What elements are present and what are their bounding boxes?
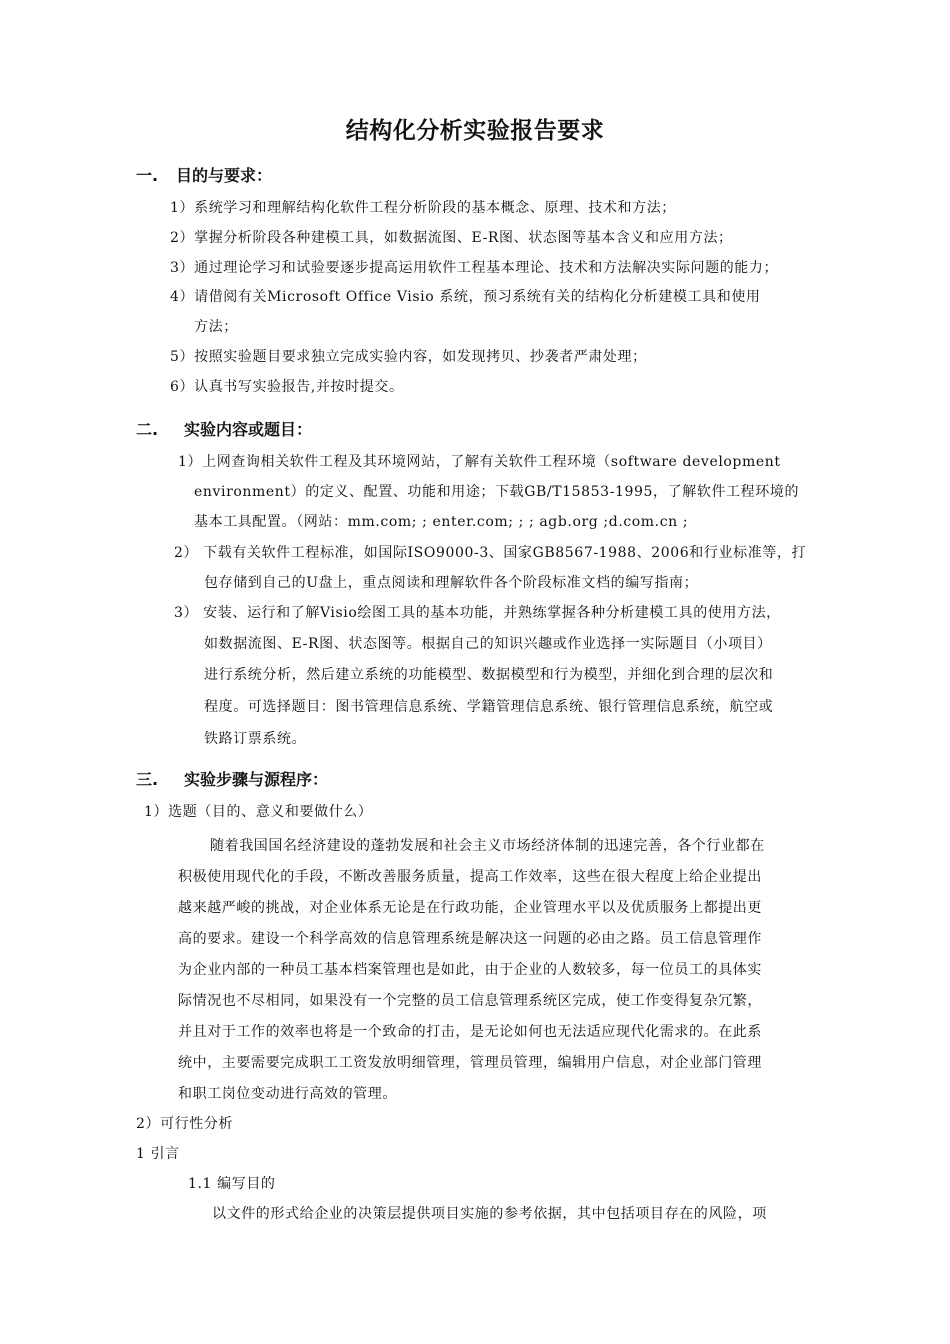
paragraph-line: 2）掌握分析阶段各种建模工具，如数据流图、E-R图、状态图等基本含义和应用方法； [170, 230, 733, 246]
section-number: 三. [136, 770, 159, 789]
paragraph-line: 2） 下载有关软件工程标准，如国际ISO9000-3、国家GB8567-1988、2006和行业标准等，打 [174, 545, 807, 561]
paragraph-line: environment）的定义、配置、功能和用途；下载GB/T15853-1995，了解软件工程环境的 [194, 484, 800, 500]
paragraph-line: 进行系统分析，然后建立系统的功能模型、数据模型和行为模型，并细化到合理的层次和 [204, 667, 774, 683]
paragraph-line: 3） 安装、运行和了解Visio绘图工具的基本功能，并熟练掌握各种分析建模工具的使用方法， [174, 605, 781, 621]
paragraph-line: 1）上网查询相关软件工程及其环境网站，了解有关软件工程环境（software development [178, 454, 781, 470]
section-number: 一. [136, 166, 159, 185]
paragraph-line: 随着我国国名经济建设的蓬勃发展和社会主义市场经济体制的迅速完善，各个行业都在 [210, 838, 765, 854]
paragraph-line: 际情况也不尽相同，如果没有一个完整的员工信息管理系统区完成，使工作变得复杂冗繁， [178, 993, 762, 1009]
section-heading-2 [136, 417, 312, 440]
paragraph-line: 基本工具配置。（网站：mm.com; ; enter.com; ; ; agb.org ;d.com.cn ; [194, 514, 689, 530]
subsection-label: 1.1 编写目的 [188, 1176, 276, 1192]
paragraph-line: 3）通过理论学习和试验要逐步提高运用软件工程基本理论、技术和方法解决实际问题的能力； [170, 260, 779, 276]
paragraph-line: 1）系统学习和理解结构化软件工程分析阶段的基本概念、原理、技术和方法； [170, 200, 676, 216]
paragraph-line: 为企业内部的一种员工基本档案管理也是如此，由于企业的人数较多，每一位员工的具体实 [178, 962, 762, 978]
section-title: 目的与要求： [176, 166, 273, 185]
paragraph-line: 如数据流图、E-R图、状态图等。根据自己的知识兴趣或作业选择一实际题目（小项目） [204, 636, 772, 652]
page-title: 结构化分析实验报告要求 [345, 118, 605, 144]
section-title: 实验步骤与源程序： [184, 770, 329, 789]
paragraph-line: 程度。可选择题目：图书管理信息系统、学籍管理信息系统、银行管理信息系统，航空或 [204, 699, 774, 715]
section-heading-3 [136, 767, 328, 790]
section-heading-1 [136, 163, 272, 186]
paragraph-line: 以文件的形式给企业的决策层提供项目实施的参考依据，其中包括项目存在的风险，项 [212, 1206, 767, 1222]
paragraph-line: 积极使用现代化的手段，不断改善服务质量，提高工作效率，这些在很大程度上给企业提出 [178, 869, 762, 885]
paragraph-line: 高的要求。建设一个科学高效的信息管理系统是解决这一问题的必由之路。员工信息管理作 [178, 931, 762, 947]
subsection-label: 1）选题（目的、意义和要做什么） [144, 804, 373, 820]
paragraph-line: 和职工岗位变动进行高效的管理。 [178, 1086, 397, 1102]
paragraph-line: 方法； [194, 319, 238, 335]
paragraph-line: 铁路订票系统。 [204, 731, 307, 747]
paragraph-line: 包存储到自己的U盘上，重点阅读和理解软件各个阶段标准文档的编写指南； [204, 575, 699, 591]
paragraph-line: 5）按照实验题目要求独立完成实验内容，如发现拷贝、抄袭者严肃处理； [170, 349, 647, 365]
paragraph-line: 统中，主要需要完成职工工资发放明细管理，管理员管理，编辑用户信息，对企业部门管理 [178, 1055, 762, 1071]
subsection-label: 1 引言 [136, 1146, 180, 1162]
paragraph-line: 越来越严峻的挑战，对企业体系无论是在行政功能，企业管理水平以及优质服务上都提出更 [178, 900, 762, 916]
paragraph-line: 6）认真书写实验报告,并按时提交。 [170, 379, 404, 395]
section-title: 实验内容或题目： [184, 420, 313, 439]
paragraph-line: 4）请借阅有关Microsoft Office Visio 系统，预习系统有关的结构化分析建模工具和使用 [170, 289, 761, 305]
section-number: 二. [136, 420, 159, 439]
subsection-label: 2）可行性分析 [136, 1116, 234, 1132]
paragraph-line: 并且对于工作的效率也将是一个致命的打击，是无论如何也无法适应现代化需求的。在此系 [178, 1024, 762, 1040]
